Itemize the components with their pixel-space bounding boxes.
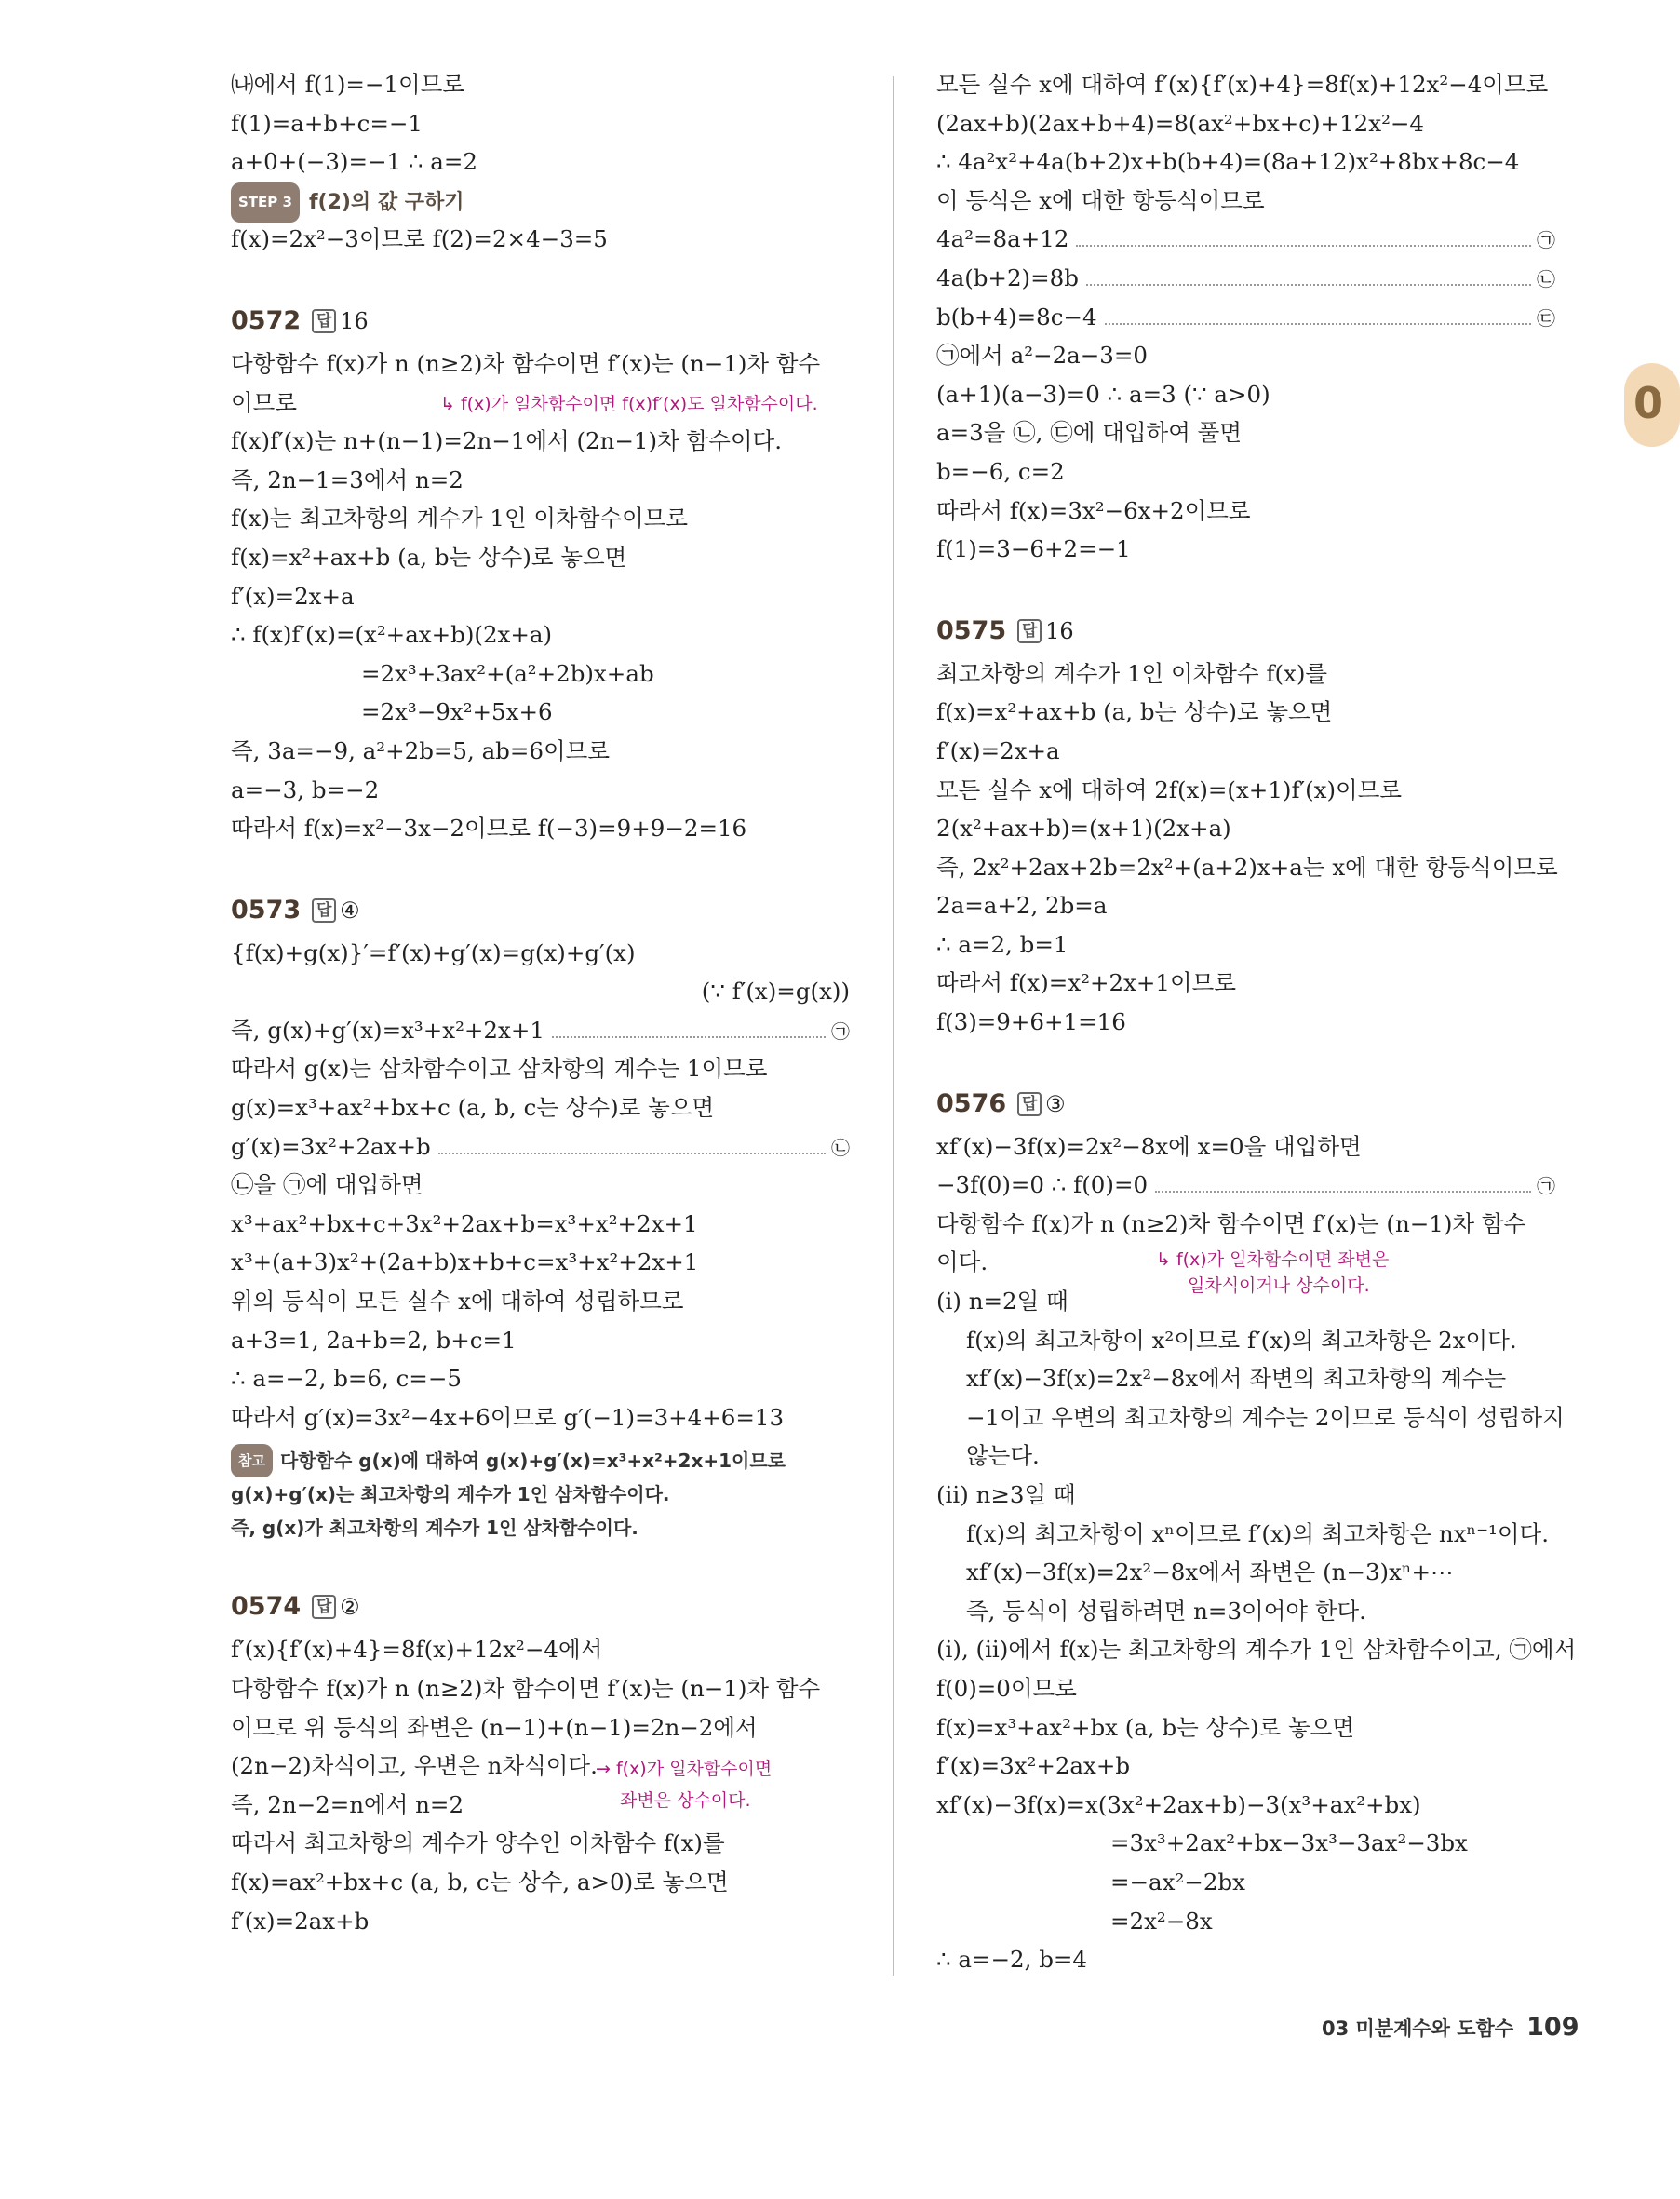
answer-badge: 답 — [312, 309, 336, 333]
text-line: ∴ a=−2, b=4 — [936, 1946, 1088, 1974]
text-line: ㉡을 ㉠에 대입하면 — [231, 1171, 423, 1199]
text-line: 최고차항의 계수가 1인 이차함수 f(x)를 — [936, 659, 1328, 687]
text-line: 2a=a+2, 2b=a — [936, 892, 1108, 920]
answer-badge: 답 — [312, 898, 336, 923]
circle-marker: ㉡ — [831, 1136, 850, 1159]
text-line: (∵ f′(x)=g(x)) — [701, 978, 850, 1005]
text-line: g′(x)=3x²+2ax+b — [231, 1132, 431, 1160]
text-line: (a+1)(a−3)=0 ∴ a=3 (∵ a>0) — [936, 380, 1270, 408]
text-line: ∴ a=−2, b=6, c=−5 — [231, 1365, 462, 1393]
text-line: f(x)의 최고차항이 xⁿ이므로 f′(x)의 최고차항은 nxⁿ⁻¹이다. — [966, 1519, 1549, 1547]
margin-note: 좌변은 상수이다. — [620, 1789, 751, 1811]
answer-value: 16 — [1045, 617, 1074, 644]
text-line: 즉, g(x)+g′(x)=x³+x²+2x+1 — [231, 1016, 544, 1044]
text-line: f(x)=x²+ax+b (a, b는 상수)로 놓으면 — [231, 543, 627, 571]
text-line: xf′(x)−3f(x)=2x²−8x에서 좌변의 최고차항의 계수는 — [966, 1365, 1507, 1393]
text-line: =3x³+2ax²+bx−3x³−3ax²−3bx — [1110, 1829, 1468, 1857]
text-line: xf′(x)−3f(x)=2x²−8x에서 좌변은 (n−3)xⁿ+⋯ — [966, 1558, 1454, 1586]
text-line: f(x)=ax²+bx+c (a, b, c는 상수, a>0)로 놓으면 — [231, 1868, 729, 1895]
problem-number: 0573 — [231, 895, 302, 924]
text-line: f(0)=0이므로 — [936, 1674, 1077, 1702]
reference-text: g(x)+g′(x)는 최고차항의 계수가 1인 삼차함수이다. — [231, 1483, 670, 1506]
text-line: (2n−2)차식이고, 우변은 n차식이다. — [231, 1752, 598, 1780]
text-line: ㈏에서 f(1)=−1이므로 — [231, 71, 465, 98]
margin-note: ↳ f(x)가 일차함수이면 좌변은 — [1156, 1249, 1390, 1271]
page-number: 109 — [1526, 2013, 1579, 2042]
right-column — [936, 65, 1577, 1979]
problem-heading-0575 — [936, 610, 1555, 653]
margin-note: → f(x)가 일차함수이면 — [596, 1759, 773, 1780]
margin-note: 일차식이거나 상수이다. — [1188, 1275, 1370, 1297]
answer-badge: 답 — [312, 1595, 336, 1619]
step-title: f(2)의 값 구하기 — [308, 190, 464, 214]
text-line: 이므로 — [231, 388, 298, 416]
problem-number: 0576 — [936, 1088, 1007, 1118]
dotted-line — [231, 1127, 850, 1167]
text-line: 따라서 g(x)는 삼차함수이고 삼차항의 계수는 1이므로 — [231, 1055, 768, 1083]
circle-marker: ㉠ — [831, 1019, 850, 1043]
text-line: 즉, 2n−1=3에서 n=2 — [231, 465, 464, 493]
step-heading — [231, 182, 850, 221]
text-line: f′(x){f′(x)+4}=8f(x)+12x²−4에서 — [231, 1636, 603, 1664]
text-line-with-note — [231, 1786, 850, 1825]
text-line: 따라서 g′(x)=3x²−4x+6이므로 g′(−1)=3+4+6=13 — [231, 1403, 785, 1431]
answer-badge: 답 — [1017, 1092, 1042, 1116]
text-line: f(x)=2x²−3이므로 f(2)=2×4−3=5 — [231, 225, 608, 253]
text-line: xf′(x)−3f(x)=x(3x²+2ax+b)−3(x³+ax²+bx) — [936, 1790, 1421, 1818]
text-line: 4a(b+2)=8b — [936, 263, 1079, 291]
text-line: f′(x)=2x+a — [231, 582, 355, 610]
text-line: f(3)=9+6+1=16 — [936, 1008, 1126, 1036]
text-line-with-note — [231, 1747, 850, 1786]
dotted-line — [936, 298, 1555, 337]
reference-note — [231, 1444, 850, 1477]
answer-badge: 답 — [1017, 619, 1042, 643]
column-divider — [893, 76, 894, 1976]
text-line: 즉, 2x²+2ax+2b=2x²+(a+2)x+a는 x에 대한 항등식이므로 — [936, 853, 1558, 881]
text-line: ㉠에서 a²−2a−3=0 — [936, 342, 1149, 370]
text-line: a+0+(−3)=−1 ∴ a=2 — [231, 148, 478, 176]
reference-text: 다항함수 g(x)에 대하여 g(x)+g′(x)=x³+x²+2x+1이므로 — [279, 1450, 786, 1473]
text-line: a=3을 ㉡, ㉢에 대입하여 풀면 — [936, 419, 1242, 447]
text-line: f(x)=x²+ax+b (a, b는 상수)로 놓으면 — [936, 698, 1333, 726]
text-line: =2x³+3ax²+(a²+2b)x+ab — [361, 659, 654, 687]
reference-text: 즉, g(x)가 최고차항의 계수가 1인 삼차함수이다. — [231, 1517, 638, 1540]
chapter-tab — [1624, 363, 1680, 447]
chapter-tab-label: 0 — [1633, 378, 1664, 428]
text-line: 모든 실수 x에 대하여 2f(x)=(x+1)f′(x)이므로 — [936, 776, 1403, 803]
text-line: −1이고 우변의 최고차항의 계수는 2이므로 등식이 성립하지 — [966, 1403, 1565, 1431]
text-line: f(x)는 최고차항의 계수가 1인 이차함수이므로 — [231, 505, 689, 533]
text-line: f(x)f′(x)는 n+(n−1)=2n−1에서 (2n−1)차 함수이다. — [231, 427, 782, 455]
step-badge: STEP 3 — [231, 182, 300, 223]
problem-heading-0576 — [936, 1083, 1555, 1126]
answer-value: 16 — [340, 307, 369, 334]
text-line: g(x)=x³+ax²+bx+c (a, b, c는 상수)로 놓으면 — [231, 1094, 715, 1122]
text-line: 2(x²+ax+b)=(x+1)(2x+a) — [936, 815, 1231, 843]
text-line: =2x²−8x — [1110, 1907, 1213, 1935]
text-line: xf′(x)−3f(x)=2x²−8x에 x=0을 대입하면 — [936, 1132, 1362, 1160]
reference-badge: 참고 — [231, 1444, 273, 1477]
text-line: f(x)의 최고차항이 x²이므로 f′(x)의 최고차항은 2x이다. — [966, 1326, 1517, 1354]
left-column — [231, 65, 850, 1940]
problem-number: 0575 — [936, 615, 1007, 645]
text-line: −3f(0)=0 ∴ f(0)=0 — [936, 1171, 1149, 1199]
text-line: 다항함수 f(x)가 n (n≥2)차 함수이면 f′(x)는 (n−1)차 함수 — [936, 1209, 1526, 1237]
text-line: b(b+4)=8c−4 — [936, 303, 1097, 331]
text-line: =−ax²−2bx — [1110, 1868, 1245, 1895]
text-line: 위의 등식이 모든 실수 x에 대하여 성립하므로 — [231, 1288, 684, 1315]
problem-number: 0574 — [231, 1592, 302, 1622]
text-line: (i), (ii)에서 f(x)는 최고차항의 계수가 1인 삼차함수이고, ㉠에서 — [936, 1636, 1577, 1664]
text-line: 따라서 f(x)=x²−3x−2이므로 f(−3)=9+9−2=16 — [231, 815, 747, 843]
page-footer — [1322, 2013, 1579, 2042]
margin-note: ↳ f(x)가 일차함수이면 f(x)f′(x)도 일차함수이다. — [440, 393, 818, 414]
answer-value: ④ — [340, 897, 360, 924]
text-line: f(x)=x³+ax²+bx (a, b는 상수)로 놓으면 — [936, 1713, 1354, 1741]
text-line: 따라서 최고차항의 계수가 양수인 이차함수 f(x)를 — [231, 1829, 725, 1857]
text-line: 4a²=8a+12 — [936, 225, 1069, 253]
text-line: 즉, 2n−2=n에서 n=2 — [231, 1790, 464, 1818]
text-line: 모든 실수 x에 대하여 f′(x){f′(x)+4}=8f(x)+12x²−4이므로 — [936, 71, 1549, 98]
text-line: f(1)=3−6+2=−1 — [936, 535, 1131, 563]
text-line: f′(x)=2x+a — [936, 736, 1060, 764]
circle-marker: ㉢ — [1537, 306, 1555, 330]
problem-heading-0574 — [231, 1585, 850, 1628]
text-line: 이 등식은 x에 대한 항등식이므로 — [936, 186, 1265, 214]
text-line: f′(x)=3x²+2ax+b — [936, 1752, 1131, 1780]
text-line: x³+ax²+bx+c+3x²+2ax+b=x³+x²+2x+1 — [231, 1209, 698, 1237]
text-line: (2ax+b)(2ax+b+4)=8(ax²+bx+c)+12x²−4 — [936, 109, 1425, 137]
text-line: 않는다. — [966, 1442, 1040, 1470]
dotted-line — [936, 1166, 1555, 1205]
text-line: 따라서 f(x)=3x²−6x+2이므로 — [936, 496, 1251, 524]
chapter-title: 03 미분계수와 도함수 — [1322, 2017, 1514, 2040]
text-line: ∴ 4a²x²+4a(b+2)x+b(b+4)=(8a+12)x²+8bx+8c−4 — [936, 148, 1520, 176]
text-line: a+3=1, 2a+b=2, b+c=1 — [231, 1326, 517, 1354]
text-line: 즉, 등식이 성립하려면 n=3이어야 한다. — [966, 1597, 1366, 1625]
text-line-with-note — [936, 1243, 1555, 1297]
circle-marker: ㉠ — [1537, 1175, 1555, 1198]
text-line: 따라서 f(x)=x²+2x+1이므로 — [936, 969, 1237, 997]
text-line: f′(x)=2ax+b — [231, 1907, 370, 1935]
circle-marker: ㉡ — [1537, 267, 1555, 290]
text-line: 이므로 위 등식의 좌변은 (n−1)+(n−1)=2n−2에서 — [231, 1713, 758, 1741]
text-line: 즉, 3a=−9, a²+2b=5, ab=6이므로 — [231, 736, 610, 764]
text-line: ∴ f(x)f′(x)=(x²+ax+b)(2x+a) — [231, 621, 553, 649]
problem-heading-0573 — [231, 889, 850, 932]
answer-value: ② — [340, 1594, 360, 1621]
text-line: 이다. — [936, 1248, 988, 1276]
text-line: 다항함수 f(x)가 n (n≥2)차 함수이면 f′(x)는 (n−1)차 함수 — [231, 1675, 821, 1702]
text-line: a=−3, b=−2 — [231, 776, 380, 803]
answer-value: ③ — [1045, 1090, 1066, 1117]
case-heading: (i) n=2일 때 — [936, 1288, 1068, 1315]
dotted-line — [936, 220, 1555, 259]
dotted-line — [936, 259, 1555, 298]
text-line: {f(x)+g(x)}′=f′(x)+g′(x)=g(x)+g′(x) — [231, 938, 636, 966]
text-line-with-note — [231, 384, 850, 423]
text-line: =2x³−9x²+5x+6 — [361, 698, 553, 726]
text-line: b=−6, c=2 — [936, 457, 1065, 485]
text-line: 다항함수 f(x)가 n (n≥2)차 함수이면 f′(x)는 (n−1)차 함수 — [231, 349, 821, 377]
text-line: ∴ a=2, b=1 — [936, 930, 1068, 958]
text-line: x³+(a+3)x²+(2a+b)x+b+c=x³+x²+2x+1 — [231, 1248, 699, 1276]
circle-marker: ㉠ — [1537, 229, 1555, 252]
dotted-line — [231, 1011, 850, 1050]
problem-heading-0572 — [231, 300, 850, 343]
case-heading: (ii) n≥3일 때 — [936, 1481, 1076, 1508]
text-line: f(1)=a+b+c=−1 — [231, 109, 423, 137]
problem-number: 0572 — [231, 305, 302, 335]
